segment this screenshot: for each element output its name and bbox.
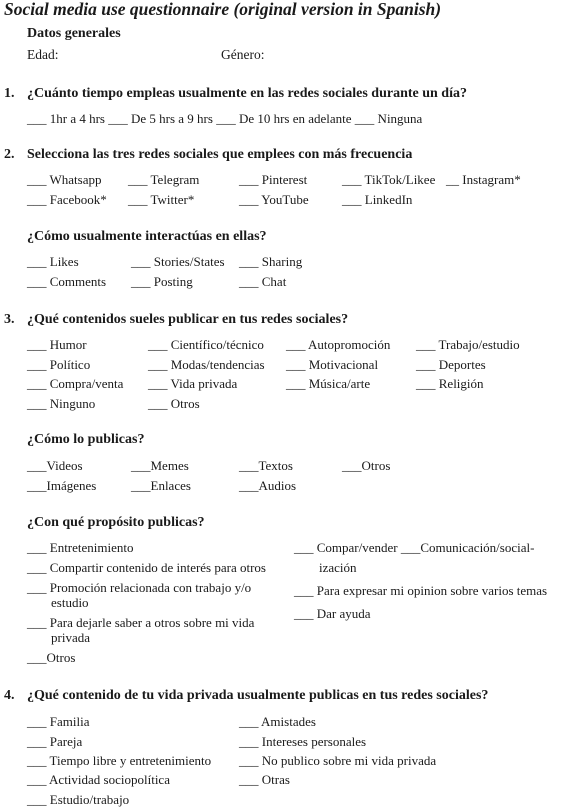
option-cientifico: ___ Científico/técnico xyxy=(148,337,264,352)
option-pinterest: ___ Pinterest xyxy=(239,172,308,187)
option-tiktok: ___ TikTok/Likee xyxy=(342,172,436,187)
question-number: 4. xyxy=(4,688,15,703)
option-trabajo-estudio: ___ Trabajo/estudio xyxy=(416,337,520,352)
option-deportes: ___ Deportes xyxy=(416,357,486,372)
question-4-text: ¿Qué contenido de tu vida privada usualmente publicas en tus redes sociales? xyxy=(27,688,489,703)
option-compar-vender: ___ Compar/vender ___Comunicación/social- xyxy=(294,540,535,555)
option-promocion: ___ Promoción relacionada con trabajo y/o xyxy=(27,580,252,595)
q1-options: ___ 1hr a 4 hrs ___ De 5 hrs a 9 hrs ___ De 10 hrs en adelante ___ Ninguna xyxy=(27,111,423,126)
option-whatsapp: ___ Whatsapp xyxy=(27,172,102,187)
option-dar-ayuda: ___ Dar ayuda xyxy=(294,606,371,621)
option-twitter: ___ Twitter* xyxy=(128,192,195,207)
option-actividad: ___ Actividad sociopolítica xyxy=(27,772,170,787)
option-chat: ___ Chat xyxy=(239,274,287,289)
option-otros: ___ Otros xyxy=(148,396,200,411)
option-entretenimiento: ___ Entretenimiento xyxy=(27,540,134,555)
option-motivacional: ___ Motivacional xyxy=(286,357,379,372)
option-facebook: ___ Facebook* xyxy=(27,192,107,207)
option-otros-purpose: ___Otros xyxy=(27,650,76,665)
option-autopromocion: ___ Autopromoción xyxy=(286,337,391,352)
option-linkedin: ___ LinkedIn xyxy=(342,192,413,207)
option-expresar: ___ Para expresar mi opinion sobre varios temas xyxy=(294,583,548,598)
question-number: 1. xyxy=(4,86,15,101)
option-dejar-saber-cont: privada xyxy=(51,630,90,645)
option-videos: ___Videos xyxy=(27,458,83,473)
option-ninguno: ___ Ninguno xyxy=(27,396,96,411)
option-religion: ___ Religión xyxy=(416,376,484,391)
option-otras: ___ Otras xyxy=(239,772,290,787)
option-no-publico: ___ No publico sobre mi vida privada xyxy=(239,753,437,768)
question-number: 3. xyxy=(4,312,15,327)
question-2-text: Selecciona las tres redes sociales que emplees con más frecuencia xyxy=(27,147,413,162)
option-telegram: ___ Telegram xyxy=(128,172,200,187)
question-3-sub2-text: ¿Con qué propósito publicas? xyxy=(27,515,205,530)
option-musica-arte: ___ Música/arte xyxy=(286,376,371,391)
question-2-sub-text: ¿Cómo usualmente interactúas en ellas? xyxy=(27,229,267,244)
option-modas: ___ Modas/tendencias xyxy=(148,357,265,372)
option-compartir: ___ Compartir contenido de interés para otros xyxy=(27,560,266,575)
option-pareja: ___ Pareja xyxy=(27,734,83,749)
question-number: 2. xyxy=(4,147,15,162)
option-imagenes: ___Imágenes xyxy=(27,478,97,493)
gender-label: Género: xyxy=(221,47,265,62)
question-1-text: ¿Cuánto tiempo empleas usualmente en las redes sociales durante un día? xyxy=(27,86,467,101)
option-familia: ___ Familia xyxy=(27,714,90,729)
option-comments: ___ Comments xyxy=(27,274,107,289)
option-stories: ___ Stories/States xyxy=(131,254,225,269)
option-memes: ___Memes xyxy=(131,458,189,473)
age-label: Edad: xyxy=(27,47,59,62)
option-dejar-saber: ___ Para dejarle saber a otros sobre mi vida xyxy=(27,615,255,630)
question-3-text: ¿Qué contenidos sueles publicar en tus redes sociales? xyxy=(27,312,349,327)
option-instagram: __ Instagram* xyxy=(446,172,521,187)
question-3-sub1-text: ¿Cómo lo publicas? xyxy=(27,432,145,447)
option-promocion-cont: estudio xyxy=(51,595,89,610)
option-estudio-trabajo: ___ Estudio/trabajo xyxy=(27,792,130,807)
option-compra-venta: ___ Compra/venta xyxy=(27,376,124,391)
option-socializacion-cont: ización xyxy=(319,560,357,575)
option-intereses: ___ Intereses personales xyxy=(239,734,367,749)
option-politico: ___ Político xyxy=(27,357,91,372)
page-title: Social media use questionnaire (original version in Spanish) xyxy=(4,0,442,19)
option-likes: ___ Likes xyxy=(27,254,79,269)
option-enlaces: ___Enlaces xyxy=(131,478,191,493)
option-humor: ___ Humor xyxy=(27,337,87,352)
option-otros-format: ___Otros xyxy=(342,458,391,473)
option-amistades: ___ Amistades xyxy=(239,714,316,729)
option-tiempo-libre: ___ Tiempo libre y entretenimiento xyxy=(27,753,212,768)
option-sharing: ___ Sharing xyxy=(239,254,303,269)
option-textos: ___Textos xyxy=(239,458,293,473)
option-posting: ___ Posting xyxy=(131,274,193,289)
general-data-heading: Datos generales xyxy=(27,26,121,41)
option-youtube: ___ YouTube xyxy=(239,192,309,207)
option-audios: ___Audios xyxy=(239,478,297,493)
option-vida-privada: ___ Vida privada xyxy=(148,376,238,391)
